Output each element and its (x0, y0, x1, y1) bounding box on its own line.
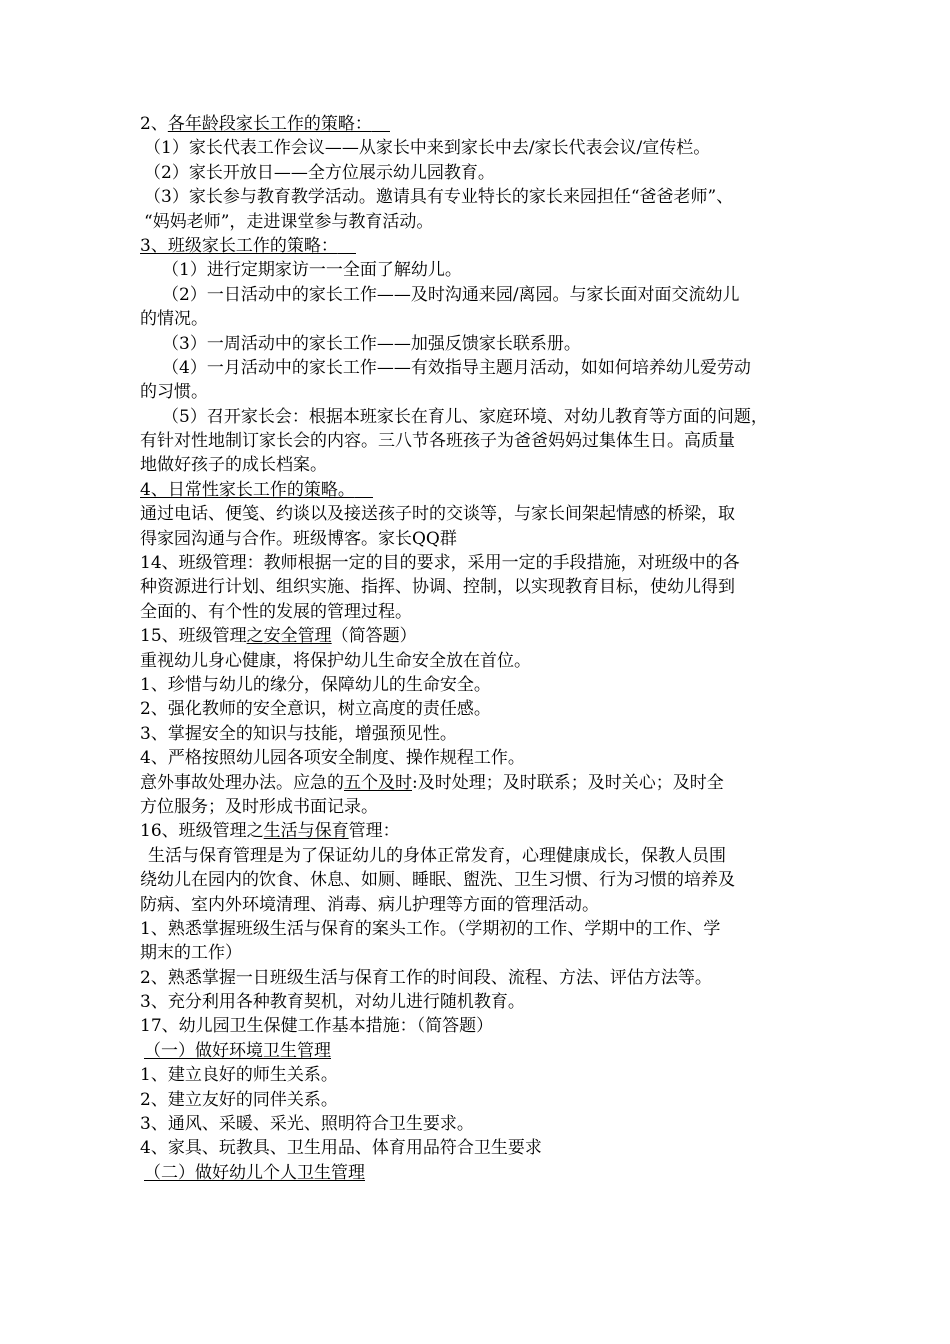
section-15-accident: 意外事故处理办法。应急的五个及时:及时处理；及时联系；及时关心；及时全 (140, 772, 724, 793)
section-15-line: 3、掌握安全的知识与技能，增强预见性。 (140, 723, 457, 744)
section-14-line: 14、班级管理：教师根据一定的目的要求，采用一定的手段措施，对班级中的各 (140, 553, 740, 574)
section-15-heading: 15、班级管理之安全管理（简答题） (140, 626, 417, 647)
section-15-line: 4、严格按照幼儿园各项安全制度、操作规程工作。 (140, 748, 525, 769)
section-16-line: 生活与保育管理是为了保证幼儿的身体正常发育，心理健康成长，保教人员围 (148, 845, 726, 866)
section-3-line: （2）一日活动中的家长工作——及时沟通来园/离园。与家长面对面交流幼儿 (162, 284, 740, 305)
section-3-line: （5）召开家长会：根据本班家长在育儿、家庭环境、对幼儿教育等方面的问题， (162, 406, 768, 427)
section-3-line: （3）一周活动中的家长工作——加强反馈家长联系册。 (162, 333, 581, 354)
section-2-item: （1）家长代表工作会议——从家长中来到家长中去/家长代表会议/宣传栏。 (144, 138, 711, 159)
section-2-item: （3）家长参与教育教学活动。邀请具有专业特长的家长来园担任“爸爸老师”、 (144, 187, 734, 208)
section-17-line: 2、建立友好的同伴关系。 (140, 1089, 338, 1110)
section-15-line: 2、强化教师的安全意识，树立高度的责任感。 (140, 699, 491, 720)
section-16-line: 绕幼儿在园内的饮食、休息、如厕、睡眠、盥洗、卫生习惯、行为习惯的培养及 (140, 870, 735, 891)
section-2-item: “妈妈老师”，走进课堂参与教育活动。 (144, 211, 434, 232)
section-4-line: 得家园沟通与合作。班级博客。家长QQ群 (140, 528, 457, 549)
section-4-heading: 4、日常性家长工作的策略。 (140, 478, 820, 502)
section-3-line: 的习惯。 (140, 382, 208, 403)
section-2-item: （2）家长开放日——全方位展示幼儿园教育。 (144, 162, 495, 183)
section-3-line: （1）进行定期家访一一全面了解幼儿。 (162, 260, 462, 281)
section-14-line: 全面的、有个性的发展的管理过程。 (140, 601, 412, 622)
section-16-line: 防病、室内外环境清理、消毒、病儿护理等方面的管理活动。 (140, 894, 599, 915)
section-3-line: 地做好孩子的成长档案。 (140, 455, 327, 476)
section-16-line: 2、熟悉掌握一日班级生活与保育工作的时间段、流程、方法、评估方法等。 (140, 967, 712, 988)
section-16-line: 期末的工作） (140, 943, 242, 964)
section-2-heading: 2、各年龄段家长工作的策略： (140, 112, 820, 136)
section-17-subheading: （二）做好幼儿个人卫生管理 (144, 1162, 365, 1183)
section-17-heading: 17、幼儿园卫生保健工作基本措施：（简答题） (140, 1016, 494, 1037)
section-3-line: 有针对性地制订家长会的内容。三八节各班孩子为爸爸妈妈过集体生日。高质量 (140, 431, 735, 452)
section-17-line: 3、通风、采暖、采光、照明符合卫生要求。 (140, 1114, 474, 1135)
document-page (140, 112, 820, 1185)
section-2-heading-text: 各年龄段家长工作的策略： (168, 114, 390, 134)
section-16-line: 3、充分利用各种教育契机，对幼儿进行随机教育。 (140, 992, 525, 1013)
section-3-line: 的情况。 (140, 309, 208, 330)
section-15-accident-cont: 方位服务；及时形成书面记录。 (140, 796, 378, 817)
section-17-subheading: （一）做好环境卫生管理 (144, 1040, 331, 1061)
section-16-line: 1、熟悉掌握班级生活与保育的案头工作。（学期初的工作、学期中的工作、学 (140, 918, 721, 939)
section-15-line: 重视幼儿身心健康，将保护幼儿生命安全放在首位。 (140, 650, 531, 671)
section-16-heading: 16、班级管理之生活与保育管理： (140, 821, 400, 842)
section-15-line: 1、珍惜与幼儿的缘分，保障幼儿的生命安全。 (140, 674, 491, 695)
section-14-line: 种资源进行计划、组织实施、指挥、协调、控制，以实现教育目标，使幼儿得到 (140, 577, 735, 598)
section-4-line: 通过电话、便笺、约谈以及接送孩子时的交谈等，与家长间架起情感的桥梁，取 (140, 504, 735, 525)
section-3-heading: 3、班级家长工作的策略： (140, 234, 820, 258)
section-17-line: 1、建立良好的师生关系。 (140, 1065, 338, 1086)
section-17-line: 4、家具、玩教具、卫生用品、体育用品符合卫生要求 (140, 1138, 542, 1159)
section-3-line: （4）一月活动中的家长工作——有效指导主题月活动，如如何培养幼儿爱劳动 (162, 357, 751, 378)
